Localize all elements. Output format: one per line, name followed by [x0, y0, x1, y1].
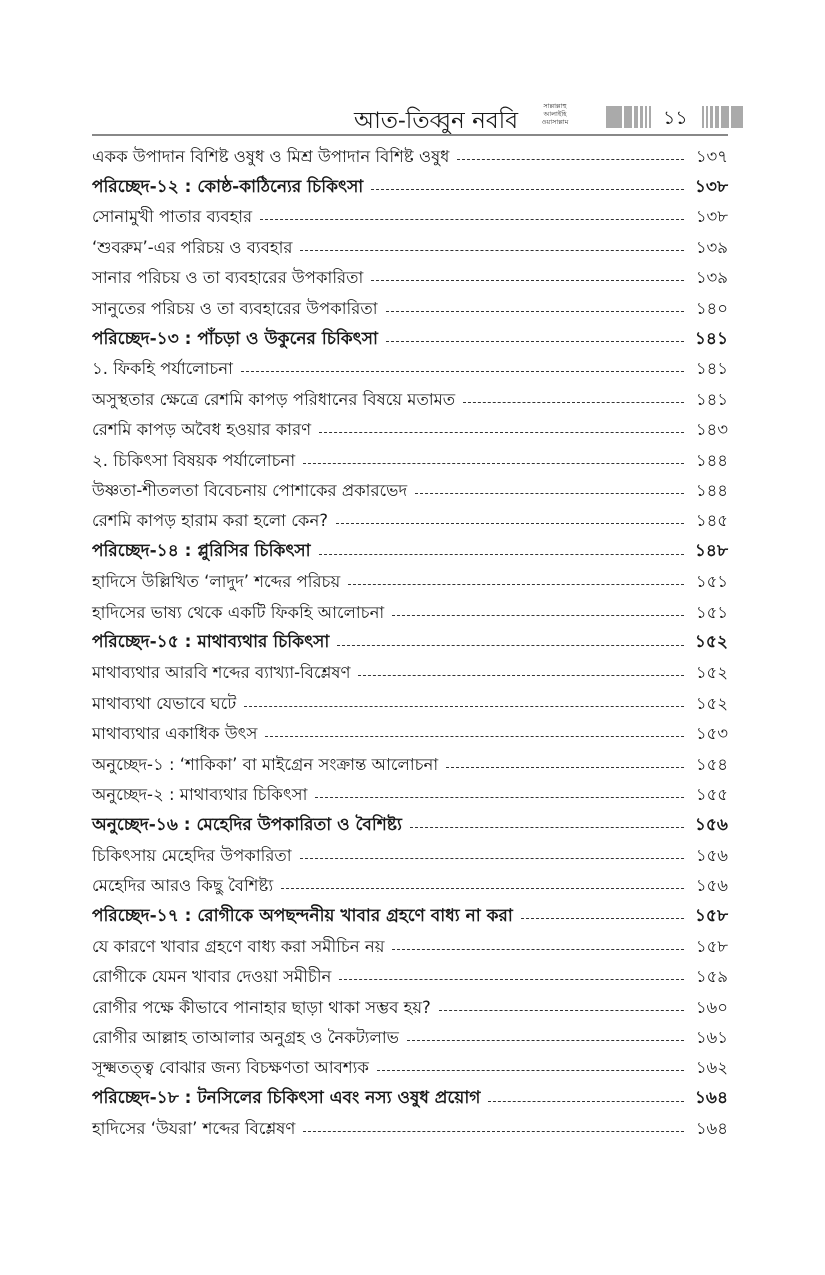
toc-entry-page: ১৪৮	[694, 541, 728, 562]
toc-row[interactable]	[92, 993, 728, 1023]
toc-entry-page: ১৫৬	[695, 876, 728, 896]
toc-entry-page: ১৪৪	[695, 480, 728, 500]
toc-entry-title: উষ্ণতা-শীতলতা বিবেচনায় পোশাকের প্রকারভেদ	[92, 480, 408, 500]
toc-entry-title: সোনামুখী পাতার ব্যবহার	[92, 207, 253, 227]
toc-row[interactable]	[92, 355, 728, 385]
toc-row[interactable]	[92, 385, 728, 415]
toc-entry-page: ১৪৩	[695, 420, 728, 440]
toc-entry-title: মাথাব্যথা যেভাবে ঘটে	[92, 693, 237, 713]
dot-leader	[244, 706, 684, 707]
toc-entry-page: ১৫৬	[694, 814, 728, 835]
toc-entry-title: একক উপাদান বিশিষ্ট ওষুধ ও মিশ্র উপাদান বিশিষ্ট ওষুধ	[92, 146, 450, 166]
toc-entry-page: ১৫৫	[695, 784, 728, 804]
toc-row[interactable]	[92, 1054, 728, 1084]
toc-entry-page: ১৫৪	[695, 754, 728, 774]
dot-leader	[300, 858, 684, 859]
toc-entry-page: ১৩৮	[695, 207, 728, 227]
toc-entry-page: ১৫২	[695, 693, 728, 713]
toc-entry-title: ‘শুবরুম’-এর পরিচয় ও ব্যবহার	[92, 237, 293, 257]
book-title: আত-তিব্বুন নববি	[353, 108, 518, 134]
dot-leader	[521, 918, 684, 919]
toc-entry-title: সানুতের পরিচয় ও তা ব্যবহারের উপকারিতা	[92, 298, 378, 318]
dot-leader	[241, 371, 684, 372]
toc-entry-page: ১৪১	[694, 328, 728, 349]
dot-leader	[336, 523, 684, 524]
dot-leader	[410, 827, 684, 828]
toc-entry-title: সানার পরিচয় ও তা ব্যবহারের উপকারিতা	[92, 268, 364, 288]
toc-entry-title: পরিচ্ছেদ-১৭ : রোগীকে অপছন্দনীয় খাবার গ্রহণে বাধ্য না করা	[92, 905, 513, 926]
toc-chapter-row[interactable]	[92, 1084, 728, 1114]
toc-entry-title: রোগীর পক্ষে কীভাবে পানাহার ছাড়া থাকা সম্ভব হয়?	[92, 997, 431, 1017]
dot-leader	[386, 341, 684, 342]
toc-row[interactable]	[92, 719, 728, 749]
toc-chapter-row[interactable]	[92, 172, 728, 202]
running-header	[92, 100, 728, 136]
dot-leader	[319, 432, 684, 433]
toc-entry-title: হাদিসে উল্লিখিত ‘লাদুদ’ শব্দের পরিচয়	[92, 572, 341, 592]
toc-entry-title: পরিচ্ছেদ-১৪ : প্লুরিসির চিকিৎসা	[92, 541, 311, 562]
toc-entry-page: ১৩৭	[695, 146, 728, 166]
toc-row[interactable]	[92, 476, 728, 506]
toc-row[interactable]	[92, 294, 728, 324]
toc-entry-title: যে কারণে খাবার গ্রহণে বাধ্য করা সমীচিন নয়	[92, 936, 385, 956]
dot-leader	[315, 797, 684, 798]
toc-entry-title: পরিচ্ছেদ-১২ : কোষ্ঠ-কাঠিন্যের চিকিৎসা	[92, 176, 364, 197]
salutation-line-1: সাল্লাল্লাহু	[543, 102, 567, 110]
toc-entry-page: ১৫২	[694, 632, 728, 653]
toc-entry-title: রেশমি কাপড় অবৈধ হওয়ার কারণ	[92, 420, 312, 440]
toc-entry-title: অনুচ্ছেদ-১ : ‘শাকিকা’ বা মাইগ্রেন সংক্রান্ত আলোচনা	[92, 754, 439, 774]
toc-chapter-row[interactable]	[92, 902, 728, 932]
dot-leader	[386, 311, 684, 312]
toc-row[interactable]	[92, 780, 728, 810]
toc-entry-title: মাথাব্যথার একাধিক উৎস	[92, 724, 258, 744]
dot-leader	[265, 736, 684, 737]
toc-entry-title: পরিচ্ছেদ-১৮ : টনসিলের চিকিৎসা এবং নস্য ওষুধ প্রয়োগ	[92, 1088, 481, 1109]
dot-leader	[407, 1040, 684, 1041]
toc-entry-page: ১৬২	[695, 1058, 728, 1078]
toc-row[interactable]	[92, 750, 728, 780]
toc-entry-page: ১৫৩	[695, 724, 728, 744]
toc-row[interactable]	[92, 963, 728, 993]
toc-entry-page: ১৩৮	[694, 176, 728, 197]
header-rule	[92, 134, 728, 136]
dot-leader	[300, 250, 684, 251]
toc-entry-title: হাদিসের ভাষ্য থেকে একটি ফিকহি আলোচনা	[92, 602, 385, 622]
toc-entry-page: ১৪০	[695, 298, 728, 318]
toc-row[interactable]	[92, 233, 728, 263]
toc-row[interactable]	[92, 567, 728, 597]
toc-entry-title: অনুচ্ছেদ-২ : মাথাব্যথার চিকিৎসা	[92, 784, 308, 804]
toc-row[interactable]	[92, 1023, 728, 1053]
toc-entry-title: পরিচ্ছেদ-১৩ : পাঁচড়া ও উকুনের চিকিৎসা	[92, 328, 378, 349]
dot-leader	[463, 402, 684, 403]
toc-entry-title: রোগীর আল্লাহ তাআলার অনুগ্রহ ও নৈকট্যলাভ	[92, 1028, 399, 1048]
toc-entry-title: চিকিৎসায় মেহেদির উপকারিতা	[92, 845, 292, 865]
toc-entry-title: ২. চিকিৎসা বিষয়ক পর্যালোচনা	[92, 450, 296, 470]
toc-row[interactable]	[92, 689, 728, 719]
dot-leader	[377, 1070, 684, 1071]
dot-leader	[457, 159, 684, 160]
toc-chapter-row[interactable]	[92, 324, 728, 354]
toc-entry-page: ১৫১	[695, 572, 728, 592]
dot-leader	[281, 888, 684, 889]
toc-entry-title: ১. ফিকহি পর্যালোচনা	[92, 359, 233, 379]
decorative-bars-left	[606, 106, 653, 128]
table-of-contents	[92, 142, 728, 1145]
decorative-bars-right	[702, 106, 745, 128]
dot-leader	[339, 979, 684, 980]
toc-row[interactable]	[92, 841, 728, 871]
toc-entry-title: মেহেদির আরও কিছু বৈশিষ্ট্য	[92, 876, 274, 896]
toc-chapter-row[interactable]	[92, 628, 728, 658]
toc-entry-title: অসুস্থতার ক্ষেত্রে রেশমি কাপড় পরিধানের বিষয়ে মতামত	[92, 389, 456, 409]
toc-entry-page: ১৫৮	[695, 936, 728, 956]
toc-row[interactable]	[92, 264, 728, 294]
toc-entry-page: ১৪৫	[695, 511, 728, 531]
page-number: ১১	[663, 107, 688, 129]
dot-leader	[392, 615, 684, 616]
dot-leader	[488, 1101, 684, 1102]
dot-leader	[415, 493, 684, 494]
toc-entry-page: ১৬৪	[694, 1088, 728, 1109]
dot-leader	[371, 189, 684, 190]
toc-row[interactable]	[92, 871, 728, 901]
toc-entry-page: ১৫৬	[695, 845, 728, 865]
dot-leader	[371, 280, 684, 281]
dot-leader	[392, 949, 684, 950]
dot-leader	[260, 219, 684, 220]
toc-entry-page: ১৩৯	[695, 268, 728, 288]
toc-entry-title: হাদিসের ‘উযরা’ শব্দের বিশ্লেষণ	[92, 1119, 296, 1139]
dot-leader	[446, 767, 684, 768]
toc-row[interactable]	[92, 932, 728, 962]
dot-leader	[439, 1010, 684, 1011]
toc-entry-title: অনুচ্ছেদ-১৬ : মেহেদির উপকারিতা ও বৈশিষ্ট্য	[92, 814, 402, 835]
toc-row[interactable]	[92, 1115, 728, 1145]
toc-entry-page: ১৪১	[695, 389, 728, 409]
toc-entry-title: পরিচ্ছেদ-১৫ : মাথাব্যথার চিকিৎসা	[92, 632, 330, 653]
toc-row[interactable]	[92, 416, 728, 446]
salutation-calligraphy	[532, 102, 578, 132]
toc-entry-page: ১৪১	[695, 359, 728, 379]
toc-entry-page: ১৫৮	[694, 905, 728, 926]
toc-entry-page: ১৪৪	[695, 450, 728, 470]
toc-row[interactable]	[92, 142, 728, 172]
toc-entry-page: ১৫২	[695, 663, 728, 683]
toc-row[interactable]	[92, 598, 728, 628]
toc-chapter-row[interactable]	[92, 537, 728, 567]
toc-row[interactable]	[92, 203, 728, 233]
dot-leader	[303, 463, 684, 464]
toc-chapter-row[interactable]	[92, 811, 728, 841]
toc-entry-page: ১৬৪	[695, 1119, 728, 1139]
toc-entry-page: ১৫৯	[695, 967, 728, 987]
toc-entry-title: সূক্ষ্মতত্ত্ব বোঝার জন্য বিচক্ষণতা আবশ্যক	[92, 1058, 369, 1078]
toc-entry-page: ১৬১	[695, 1028, 728, 1048]
dot-leader	[303, 1131, 684, 1132]
salutation-line-2: আলাইহি	[543, 110, 567, 118]
dot-leader	[337, 645, 684, 646]
toc-entry-title: রেশমি কাপড় হারাম করা হলো কেন?	[92, 511, 329, 531]
toc-row[interactable]	[92, 659, 728, 689]
toc-row[interactable]	[92, 507, 728, 537]
toc-entry-page: ১৬০	[695, 997, 728, 1017]
salutation-line-3: ওয়াসাল্লাম	[541, 118, 569, 126]
toc-entry-page: ১৩৯	[695, 237, 728, 257]
toc-entry-page: ১৫১	[695, 602, 728, 622]
dot-leader	[319, 554, 684, 555]
toc-entry-title: রোগীকে যেমন খাবার দেওয়া সমীচীন	[92, 967, 332, 987]
toc-row[interactable]	[92, 446, 728, 476]
toc-entry-title: মাথাব্যথার আরবি শব্দের ব্যাখ্যা-বিশ্লেষণ	[92, 663, 351, 683]
dot-leader	[358, 675, 684, 676]
dot-leader	[348, 584, 684, 585]
